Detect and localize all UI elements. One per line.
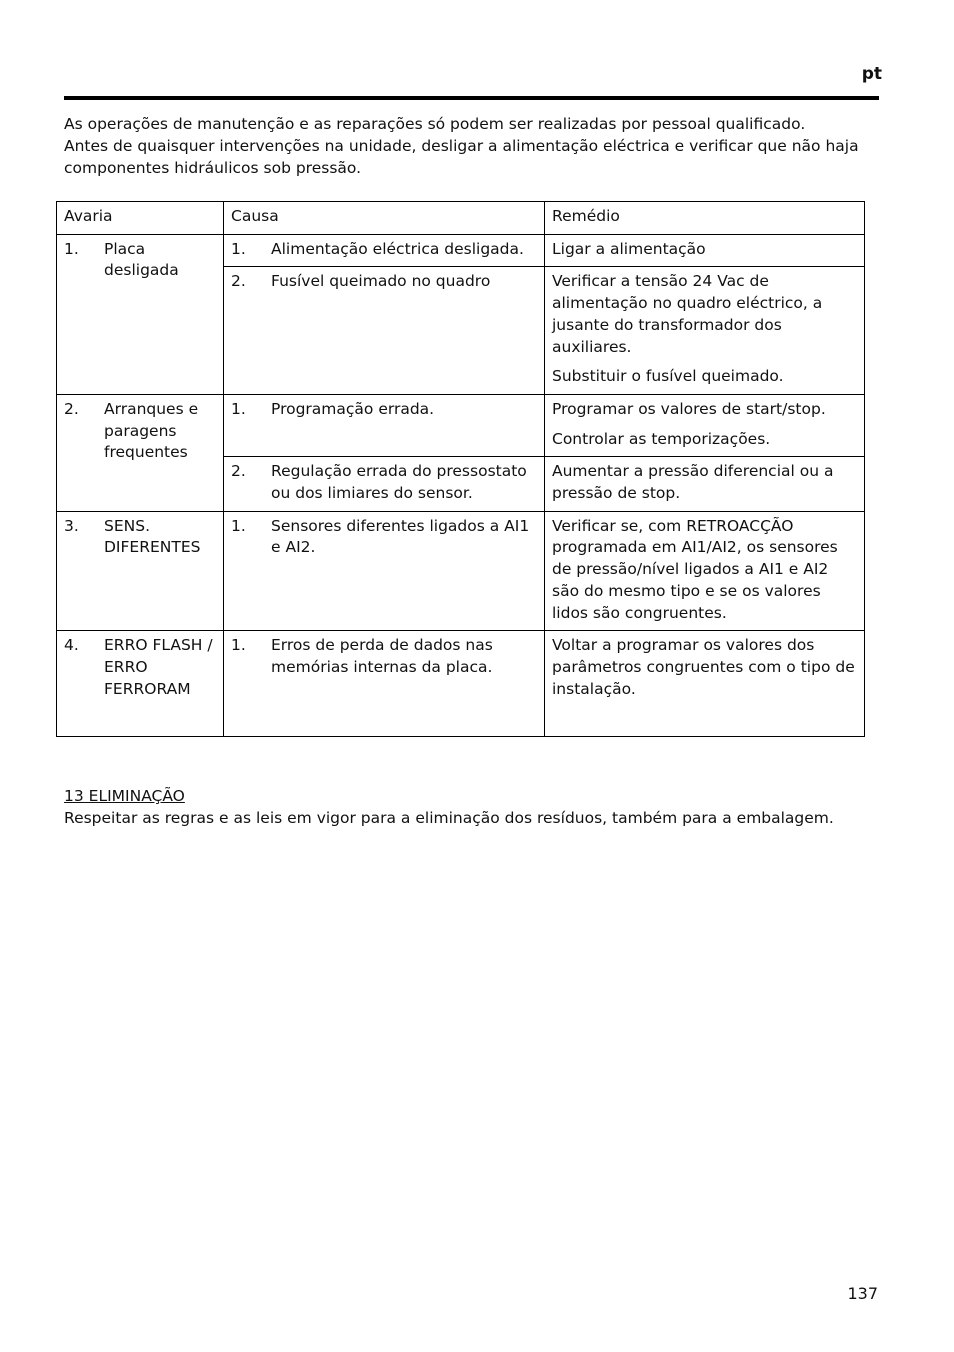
cause-cell <box>224 457 545 511</box>
cause-text: Alimentação eléctrica desligada. <box>271 239 524 258</box>
header-avaria: Avaria <box>57 202 224 235</box>
header-rule <box>64 96 879 100</box>
cause-text: Fusível queimado no quadro <box>271 272 491 291</box>
cause-cell <box>224 631 545 737</box>
remedy-cell <box>545 511 865 631</box>
cause-text: Regulação errada do pressostato ou dos limiares do sensor. <box>271 462 527 503</box>
fault-label: ERRO FLASH / ERRO FERRORAM <box>104 636 213 698</box>
cause-cell <box>224 234 545 267</box>
fault-number: 3. <box>64 516 79 535</box>
page-number: 137 <box>847 1284 878 1303</box>
remedy-cell <box>545 267 865 395</box>
cause-text: Sensores diferentes ligados a AI1 e AI2. <box>271 516 530 557</box>
remedy-text: Controlar as temporizações. <box>552 429 771 448</box>
table-row <box>57 511 865 631</box>
fault-label: Placa desligada <box>104 239 179 280</box>
fault-cell <box>57 631 224 737</box>
remedy-text: Verificar a tensão 24 Vac de alimentação no quadro eléctrico, a jusante do transformador dos auxiliares. <box>552 272 823 356</box>
remedy-text: Verificar se, com RETROACÇÃO programada em AI1/AI2, os sensores de pressão/nível ligados a AI1 e AI2 são do mesmo tipo e se os valores lidos são congruentes. <box>552 516 838 622</box>
fault-label: Arranques e paragens frequentes <box>104 399 199 462</box>
table-row <box>57 394 865 456</box>
fault-number: 2. <box>64 399 79 418</box>
cause-number: 1. <box>231 399 246 418</box>
table-header-row <box>57 202 865 235</box>
fault-cell <box>57 394 224 511</box>
remedy-text: Voltar a programar os valores dos parâmetros congruentes com o tipo de instalação. <box>552 636 855 698</box>
remedy-text: Programar os valores de start/stop. <box>552 399 826 418</box>
section-heading: 13 ELIMINAÇÃO <box>64 787 185 805</box>
cause-number: 2. <box>231 272 246 291</box>
fault-number: 1. <box>64 239 79 258</box>
remedy-cell <box>545 631 865 737</box>
remedy-text: Ligar a alimentação <box>552 239 706 258</box>
header-remedio: Remédio <box>545 202 865 235</box>
remedy-cell <box>545 394 865 456</box>
intro-text <box>64 113 879 179</box>
section-text: Respeitar as regras e as leis em vigor para a eliminação dos resíduos, também para a embalagem. <box>64 809 834 827</box>
fault-cell <box>57 511 224 631</box>
cause-cell <box>224 394 545 456</box>
cause-text: Erros de perda de dados nas memórias internas da placa. <box>271 636 493 676</box>
intro-paragraph: Antes de quaisquer intervenções na unidade, desligar a alimentação eléctrica e verificar que não haja componentes hidráulicos sob pressão. <box>64 137 859 177</box>
table-row <box>57 631 865 737</box>
remedy-cell <box>545 457 865 511</box>
troubleshooting-table <box>56 201 865 737</box>
cause-cell <box>224 511 545 631</box>
fault-number: 4. <box>64 636 79 655</box>
table-row <box>57 234 865 267</box>
cause-cell <box>224 267 545 395</box>
cause-number: 1. <box>231 516 246 535</box>
remedy-text: Substituir o fusível queimado. <box>552 367 784 386</box>
cause-number: 1. <box>231 636 246 655</box>
remedy-cell <box>545 234 865 267</box>
cause-text: Programação errada. <box>271 399 435 418</box>
header-causa: Causa <box>224 202 545 235</box>
cause-number: 2. <box>231 462 246 481</box>
fault-cell <box>57 234 224 394</box>
language-code: pt <box>861 64 882 84</box>
fault-label: SENS. DIFERENTES <box>104 516 201 557</box>
remedy-text: Aumentar a pressão diferencial ou a pressão de stop. <box>552 462 834 503</box>
intro-paragraph: As operações de manutenção e as reparações só podem ser realizadas por pessoal qualificado. <box>64 115 806 133</box>
cause-number: 1. <box>231 239 246 258</box>
